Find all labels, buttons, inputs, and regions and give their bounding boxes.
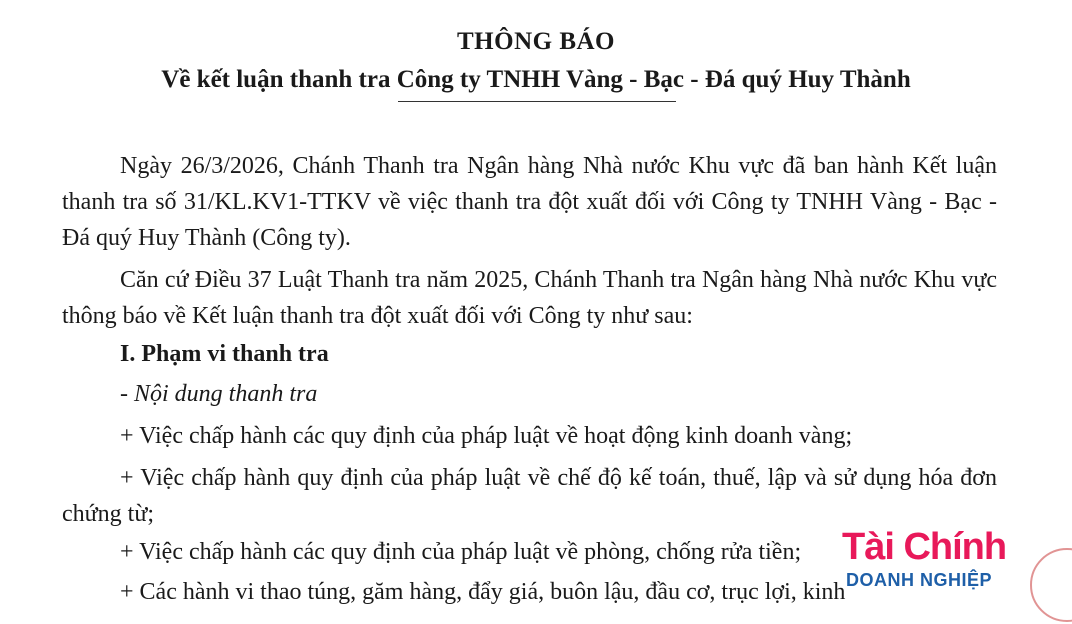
subsection-label: - Nội dung thanh tra [120,381,318,407]
paragraph-2-block [62,262,997,334]
brand-watermark-logo [838,526,1048,608]
section-heading-block [62,336,997,372]
watermark-brand-top: Tài Chính [842,526,1007,568]
list-item: + Các hành vi thao túng, găm hàng, đẩy giá, buôn lậu, đầu cơ, trục lợi, kinh [120,579,846,605]
section-heading: I. Phạm vi thanh tra [120,341,329,367]
paragraph-1-block [62,148,997,256]
subtitle-underline [398,101,676,102]
document-subtitle: Về kết luận thanh tra Công ty TNHH Vàng - Bạc - Đá quý Huy Thành [161,66,911,93]
list-item: + Việc chấp hành các quy định của pháp luật về phòng, chống rửa tiền; [120,539,802,565]
paragraph-2: Căn cứ Điều 37 Luật Thanh tra năm 2025, Chánh Thanh tra Ngân hàng Nhà nước Khu vực thông báo về Kết luận thanh tra đột xuất đối với Công ty như sau: [62,267,997,329]
list-item: + Việc chấp hành các quy định của pháp luật về hoạt động kinh doanh vàng; [120,423,853,449]
item-2-block [62,460,997,532]
subsection-block [62,376,997,412]
paragraph-1: Ngày 26/3/2026, Chánh Thanh tra Ngân hàng Nhà nước Khu vực đã ban hành Kết luận thanh tra số 31/KL.KV1-TTKV về việc thanh tra đột xuất đối với Công ty TNHH Vàng - Bạc - Đá quý Huy Thành (Công ty). [62,153,997,251]
document-title: THÔNG BÁO [457,28,615,55]
watermark-brand-bottom: DOANH NGHIỆP [846,570,993,590]
list-item: + Việc chấp hành quy định của pháp luật về chế độ kế toán, thuế, lập và sử dụng hóa đơn chứng từ; [62,465,997,527]
item-1-block [62,418,997,454]
